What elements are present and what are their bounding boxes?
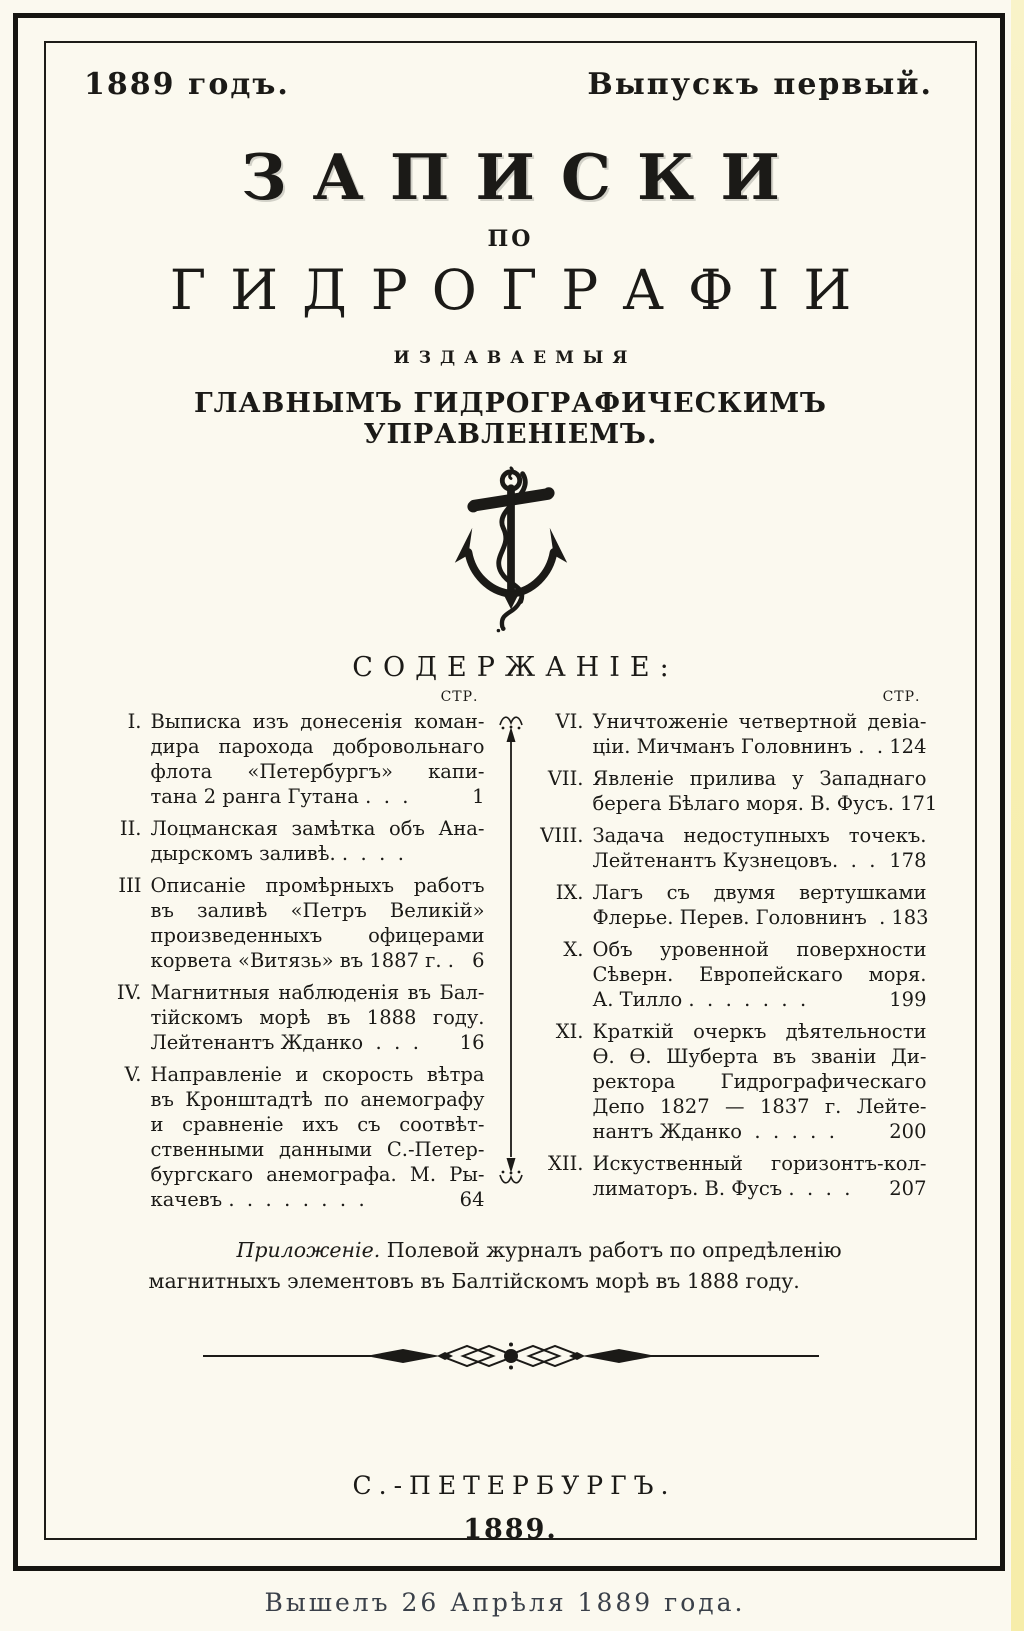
- toc-item-title: [593, 937, 927, 1012]
- knotwork-rule-ornament-icon: [201, 1341, 821, 1371]
- toc-item: [537, 1019, 927, 1144]
- toc-item-number: VII.: [547, 767, 584, 790]
- toc-line-with-page: [151, 841, 485, 866]
- toc-line: А. Тилло . . . . . . .: [592, 988, 807, 1011]
- toc-line: Лейтенантъ Жданко . . .: [150, 1031, 419, 1054]
- toc-page-number: 200: [889, 1120, 927, 1143]
- masthead-issue: Выпускъ первый.: [587, 67, 933, 102]
- toc-item-title: [151, 980, 485, 1055]
- toc-line: въ заливѣ «Петръ Великій»: [150, 899, 485, 922]
- toc-line: въ Кронштадтѣ по анемографу: [150, 1088, 485, 1111]
- toc-line: ственными данными С.-Петер-: [150, 1138, 485, 1161]
- toc-line: Выписка изъ донесенія коман-: [150, 710, 485, 733]
- toc-line: Задача недоступныхъ точекъ.: [592, 824, 927, 847]
- toc-item: [95, 980, 485, 1055]
- toc-page-number: 124: [889, 735, 927, 758]
- toc-page-number: 199: [889, 988, 927, 1011]
- toc-item: [537, 709, 927, 759]
- rule-ornament: [44, 1341, 977, 1371]
- toc-item-title: [593, 1019, 927, 1144]
- title-page: [44, 41, 977, 1545]
- toc-item-title: [592, 766, 938, 816]
- toc-item: [537, 1151, 927, 1201]
- toc-line: произведенныхъ офицерами: [150, 924, 485, 947]
- toc-line: и сравненіе ихъ съ соотвѣт-: [150, 1113, 485, 1136]
- toc-line: Лагъ съ двумя вертушками: [592, 881, 927, 904]
- toc-line-with-page: [151, 784, 485, 809]
- toc-page-number: 6: [472, 949, 485, 972]
- toc-item: [537, 937, 927, 1012]
- toc-line: Краткій очеркъ дѣятельности: [592, 1020, 927, 1043]
- toc-item-number: VI.: [555, 710, 584, 733]
- toc-item-title: [593, 1151, 927, 1201]
- toc-item-number: XI.: [555, 1020, 584, 1043]
- toc-line: Ѳ. Ѳ. Шуберта въ званіи Ди-: [592, 1045, 927, 1068]
- toc-line: Направленіе и скорость вѣтра: [150, 1063, 485, 1086]
- release-note: Вышелъ 26 Апрѣля 1889 года.: [264, 1588, 746, 1617]
- toc-line: Сѣверн. Европейскаго моря.: [592, 963, 927, 986]
- publisher-org: ГЛАВНЫМЪ ГИДРОГРАФИЧЕСКИМЪ УПРАВЛЕНІЕМЪ.: [194, 388, 827, 450]
- masthead-year: 1889 годъ.: [84, 67, 290, 102]
- toc-line: Лоцманская замѣтка объ Ана-: [150, 817, 485, 840]
- toc-line: флота «Петербургъ» капи-: [150, 760, 485, 783]
- toc-item-title: [593, 823, 927, 873]
- anchor-icon: [443, 464, 579, 648]
- toc-item-number: X.: [563, 938, 584, 961]
- toc-item-number: XII.: [548, 1152, 584, 1175]
- toc-line-with-page: [593, 734, 927, 759]
- toc-line: качевъ . . . . . . . .: [150, 1188, 365, 1211]
- toc-line: корвета «Витязь» въ 1887 г. .: [150, 949, 454, 972]
- appendix-label: Приложеніе.: [236, 1238, 381, 1262]
- toc-line-with-page: [151, 1030, 485, 1055]
- toc-line: Объ уровенной поверхности: [592, 938, 927, 961]
- imprint-city: С.-ПЕТЕРБУРГЪ.: [352, 1471, 676, 1500]
- toc-page-number: 171: [900, 792, 938, 815]
- toc-line: дырскомъ заливѣ. . . . .: [150, 842, 404, 865]
- toc-item-title: [151, 816, 485, 866]
- page-edge-strip: [1011, 0, 1024, 1631]
- toc-item-number: IX.: [555, 881, 584, 904]
- toc-line: Явленіе прилива у Западнаго: [592, 767, 927, 790]
- appendix-text: Полевой журналъ работъ по опредѣленію магнитныхъ элементовъ въ Балтійскомъ морѣ въ 1888 году.: [148, 1238, 842, 1293]
- toc-line-with-page: [592, 791, 938, 816]
- toc-item: [537, 766, 938, 816]
- arrow-rule-divider-icon: [498, 711, 524, 1189]
- toc-right-column: [537, 689, 938, 1219]
- main-title: ЗАПИСКИ: [241, 140, 806, 214]
- toc-line: бургскаго анемографа. М. Ры-: [150, 1163, 485, 1186]
- toc-line-with-page: [151, 1187, 485, 1212]
- toc-item: [537, 823, 927, 873]
- toc-page-number: 207: [889, 1177, 927, 1200]
- toc-line-with-page: [593, 1119, 927, 1144]
- toc-line-with-page: [593, 848, 927, 873]
- toc-page-number: 64: [459, 1188, 485, 1211]
- toc-page-number: 1: [472, 785, 485, 808]
- toc-item-number: II.: [119, 817, 142, 840]
- imprint-year: 1889.: [463, 1514, 558, 1545]
- toc-item-title: [593, 709, 927, 759]
- toc-line: тійскомъ морѣ въ 1888 году.: [150, 1006, 485, 1029]
- toc-line: ціи. Мичманъ Головнинъ . .: [592, 735, 884, 758]
- toc-page-number: 183: [891, 906, 929, 929]
- table-of-contents: [44, 689, 977, 1219]
- toc-line: тана 2 ранга Гутана . . .: [150, 785, 409, 808]
- toc-line: дира парохода добровольнаго: [150, 735, 485, 758]
- toc-line: Описаніе промѣрныхъ работъ: [150, 874, 485, 897]
- masthead: [44, 41, 977, 102]
- toc-item-title: [151, 709, 485, 809]
- toc-item: [95, 1062, 485, 1212]
- toc-item-number: III: [118, 874, 142, 897]
- toc-item-number: V.: [124, 1063, 142, 1086]
- toc-line: Магнитныя наблюденія въ Бал-: [150, 981, 485, 1004]
- toc-item: [537, 880, 927, 930]
- toc-item-title: [151, 873, 485, 973]
- appendix-note: [149, 1235, 873, 1297]
- toc-item-number: I.: [127, 710, 142, 733]
- toc-item: [95, 709, 485, 809]
- toc-line: Искуственный горизонтъ-кол-: [592, 1152, 927, 1175]
- toc-item-number: VIII.: [540, 824, 584, 847]
- toc-column-divider: [485, 689, 537, 1219]
- toc-line-with-page: [593, 905, 927, 930]
- toc-item-title: [151, 1062, 485, 1212]
- title-connector: ПО: [487, 226, 534, 252]
- toc-line: Депо 1827 — 1837 г. Лейте-: [592, 1095, 927, 1118]
- toc-item-title: [593, 880, 927, 930]
- toc-line: лиматоръ. В. Фусъ . . . .: [592, 1177, 851, 1200]
- toc-item: [95, 873, 485, 973]
- publisher-line: ИЗДАВАЕМЫЯ: [393, 348, 637, 368]
- contents-heading: СОДЕРЖАНІЕ:: [352, 652, 679, 683]
- page-col-header-left: СТР.: [440, 689, 479, 705]
- page-col-header-right: СТР.: [882, 689, 921, 705]
- toc-line-with-page: [593, 1176, 927, 1201]
- toc-line-with-page: [593, 987, 927, 1012]
- toc-line: Флерье. Перев. Головнинъ .: [592, 906, 886, 929]
- title-subject: ГИДРОГРАФІИ: [169, 258, 876, 322]
- toc-line: Уничтоженіе четвертной девіа-: [592, 710, 927, 733]
- toc-item: [95, 816, 485, 866]
- toc-line: берега Бѣлаго моря. В. Фусъ.: [592, 792, 895, 815]
- anchor-illustration: [44, 464, 977, 648]
- toc-line: Лейтенантъ Кузнецовъ. . .: [592, 849, 876, 872]
- toc-line-with-page: [151, 948, 485, 973]
- toc-line: нантъ Жданко . . . . .: [592, 1120, 835, 1143]
- toc-line: ректора Гидрографическаго: [592, 1070, 927, 1093]
- toc-page-number: 178: [889, 849, 927, 872]
- toc-page-number: 16: [459, 1031, 485, 1054]
- toc-item-number: IV.: [116, 981, 142, 1004]
- toc-left-column: [95, 689, 485, 1219]
